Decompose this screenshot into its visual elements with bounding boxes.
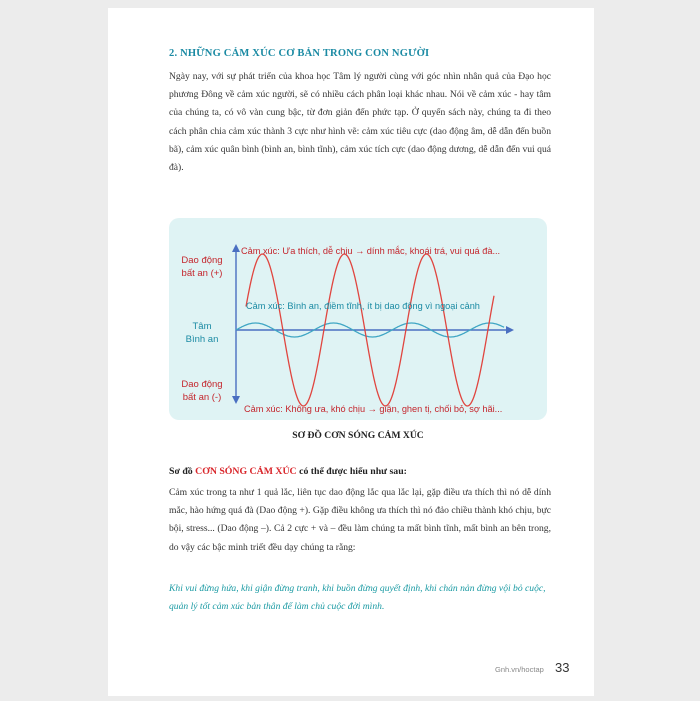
explanation-lead-after: có thể được hiểu như sau: <box>296 466 407 477</box>
text-positive-emotions: Cảm xúc: Ưa thích, dễ chịu → dính mắc, khoái trá, vui quá đà... <box>241 246 501 256</box>
footer-source: Gnh.vn/hoctap <box>495 665 544 674</box>
y-axis-arrow-down <box>232 396 240 404</box>
label-positive-line1: Dao động <box>181 255 223 266</box>
intro-paragraph: Ngày nay, với sự phát triển của khoa học Tâm lý người cùng với góc nhìn nhân quả của Đạo học phương Đông về cảm xúc người, sẽ có nhiều cách phân loại khác nhau. Nói về cảm xúc - hay tâm của chúng ta, có vô vàn cung bậc, từ đơn giản đến phức tạp. Ở quyển sách này, chúng ta đi theo cách phân chia cảm xúc thành 3 cực như hình vẽ: cảm xúc tiêu cực (dao động âm, dễ dẫn đến buồn bã), cảm xúc quân bình (bình an, bình tĩnh), cảm xúc tích cực (dao động dương, dễ dẫn đến vui quá đà). <box>169 71 551 174</box>
label-positive-line2: bất an (+) <box>181 268 223 279</box>
emotion-wave-diagram <box>169 218 547 420</box>
text-negative-emotions: Cảm xúc: Không ưa, khó chịu → giận, ghen tị, chối bỏ, sợ hãi... <box>244 404 503 414</box>
book-page <box>108 8 594 696</box>
label-calm-line2: Bình an <box>185 334 219 345</box>
label-negative-line2: bất an (-) <box>182 392 222 403</box>
wisdom-quote: Khi vui đừng hứa, khi giận đừng tranh, khi buồn đừng quyết định, khi chán nản đừng vội bỏ cuộc, quản lý tốt cảm xúc bản thân để làm chủ cuộc đời mình. <box>169 583 546 613</box>
section-heading: 2. NHỮNG CẢM XÚC CƠ BẢN TRONG CON NGƯỜI <box>169 48 430 59</box>
explanation-paragraph: Cảm xúc trong ta như 1 quả lắc, liên tục dao động lắc qua lắc lại, gặp điều ưa thích thì nó dễ dính mắc, hào hứng quá đà (Dao động +). Gặp điều không ưa thích thì nó đảo chiều thành khó chịu, bực bội, stress... (Dao động –). Cả 2 cực + và – đều làm chúng ta mất bình tĩnh, mất bình an bên trong, do vậy các bậc minh triết đều dạy chúng ta rằng: <box>169 487 551 553</box>
y-axis-arrow-up <box>232 244 240 252</box>
x-axis-arrow <box>506 326 514 334</box>
label-negative-line1: Dao động <box>181 379 223 390</box>
explanation-lead-highlight: CƠN SÓNG CẢM XÚC <box>195 466 297 477</box>
explanation-lead-before: Sơ đồ <box>169 466 196 477</box>
label-calm-line1: Tâm <box>192 321 212 332</box>
emotion-wave-svg <box>169 218 547 420</box>
text-calm-emotions: Cảm xúc: Bình an, điềm tĩnh, ít bị dao động vì ngoại cảnh <box>246 301 480 311</box>
explanation-lead <box>169 466 551 477</box>
page-number: 33 <box>555 660 570 675</box>
figure-caption: SƠ ĐỒ CƠN SÓNG CẢM XÚC <box>292 430 424 441</box>
